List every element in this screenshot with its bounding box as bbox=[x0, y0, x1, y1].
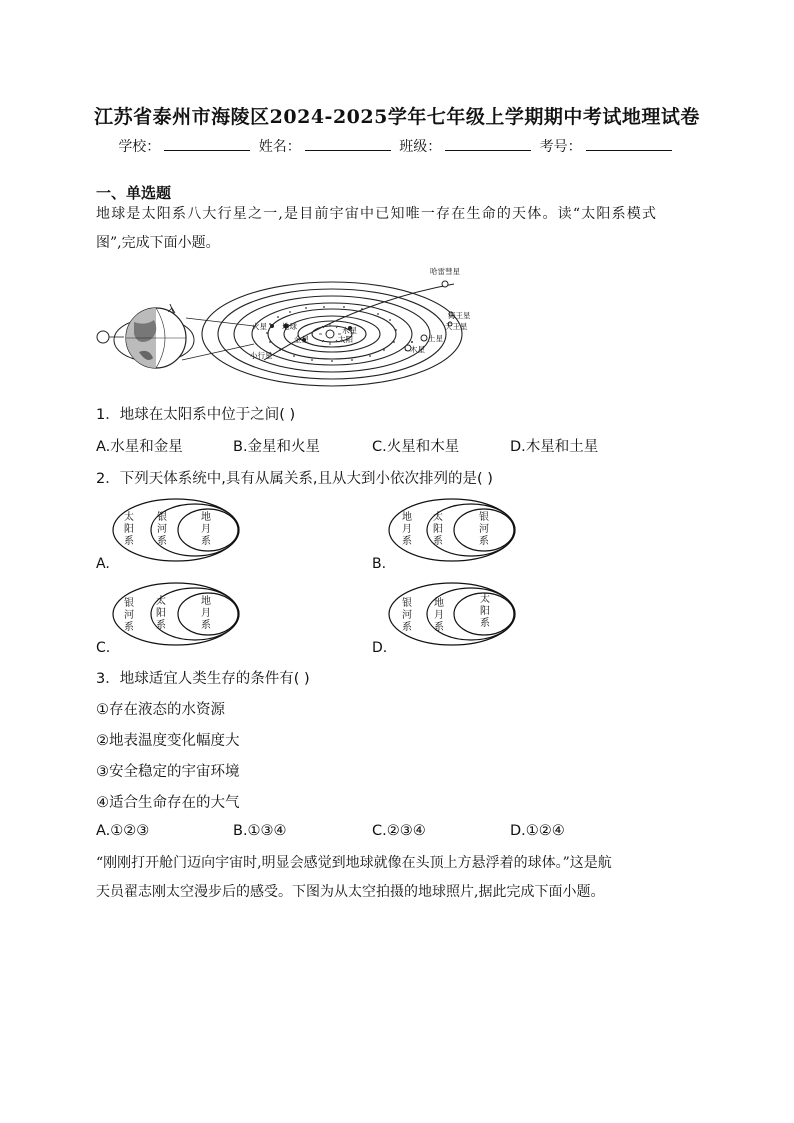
intro-paragraph-1 bbox=[96, 200, 702, 258]
q2-stem: 2．下列天体系统中,具有从属关系,且从大到小依次排列的是( ) bbox=[96, 471, 493, 487]
q2-diagram-d[interactable] bbox=[386, 580, 520, 648]
intro2-line1: “刚刚打开舱门迈向宇宙时,明显会感觉到地球就像在头顶上方悬浮着的球体。”这是航 bbox=[96, 855, 612, 871]
label-saturn: 土星 bbox=[428, 334, 443, 343]
number-label: 考号： bbox=[539, 139, 582, 155]
label-neptune: 海王星 bbox=[448, 311, 471, 320]
q3-item-1: ①存在液态的水资源 bbox=[96, 702, 225, 718]
q2c-outer-char1: 银 bbox=[124, 598, 134, 609]
label-comet: 哈雷彗星 bbox=[430, 267, 460, 276]
label-uranus: 天王星 bbox=[445, 322, 468, 331]
label-mars: 火星 bbox=[252, 322, 267, 331]
q2-diagram-b[interactable] bbox=[386, 496, 520, 564]
q2b-inner-char1: 银 bbox=[479, 512, 489, 523]
q2c-middle-char2: 阳 bbox=[156, 608, 166, 619]
q3-stem: 3．地球适宜人类生存的条件有( ) bbox=[96, 671, 310, 687]
saturn-marker bbox=[421, 335, 427, 341]
q2d-inner-char3: 系 bbox=[480, 618, 490, 629]
q2a-inner-char1: 地 bbox=[201, 512, 211, 523]
q2-option-d[interactable]: D. bbox=[372, 640, 388, 656]
label-earth: 地球 bbox=[282, 322, 297, 331]
q1-option-a[interactable]: A.水星和金星 bbox=[96, 439, 183, 455]
q3-item-4: ④适合生命存在的大气 bbox=[96, 795, 240, 811]
class-label: 班级： bbox=[399, 139, 442, 155]
q1-option-c[interactable]: C.火星和木星 bbox=[372, 439, 460, 455]
q2b-outer-char1: 地 bbox=[402, 512, 412, 523]
q1-stem: 1．地球在太阳系中位于之间( ) bbox=[96, 407, 296, 423]
intro2-line2: 天员翟志刚太空漫步后的感受。下图为从太空拍摄的地球照片,据此完成下面小题。 bbox=[96, 884, 605, 900]
q3-option-b[interactable]: B.①③④ bbox=[233, 823, 287, 839]
q2a-inner-char3: 系 bbox=[201, 536, 211, 547]
q3-option-c[interactable]: C.②③④ bbox=[372, 823, 426, 839]
q3-item-2: ②地表温度变化幅度大 bbox=[96, 733, 240, 749]
mars-marker bbox=[270, 324, 274, 328]
name-blank[interactable] bbox=[305, 136, 391, 151]
q2a-outer-char1: 太 bbox=[124, 512, 134, 523]
q2a-middle-char1: 银 bbox=[157, 512, 167, 523]
label-jupiter: 木星 bbox=[410, 345, 425, 354]
label-venus: 金星 bbox=[294, 335, 309, 344]
q2a-middle-char2: 河 bbox=[157, 524, 167, 535]
label-sun: 太阳 bbox=[338, 335, 353, 344]
q2b-inner-char2: 河 bbox=[479, 524, 489, 535]
q2b-middle-char2: 阳 bbox=[433, 524, 443, 535]
intro1-line2: 图”,完成下面小题。 bbox=[96, 235, 220, 251]
q2-option-c[interactable]: C. bbox=[96, 640, 111, 656]
moon-icon bbox=[97, 331, 109, 343]
exam-title: 江苏省泰州市海陵区2024-2025学年七年级上学期期中考试地理试卷 bbox=[94, 106, 700, 128]
student-info-line bbox=[0, 136, 794, 156]
q2-option-a[interactable]: A. bbox=[96, 556, 110, 572]
q2a-outer-char3: 系 bbox=[124, 536, 134, 547]
q2d-middle-char2: 月 bbox=[434, 610, 444, 621]
q2d-inner-char2: 阳 bbox=[480, 606, 490, 617]
name-label: 姓名： bbox=[258, 139, 301, 155]
comet-icon bbox=[442, 281, 448, 287]
q2c-inner-char2: 月 bbox=[201, 608, 211, 619]
school-blank[interactable] bbox=[164, 136, 250, 151]
number-blank[interactable] bbox=[586, 136, 672, 151]
q2d-middle-char1: 地 bbox=[434, 598, 444, 609]
q2a-outer-char2: 阳 bbox=[124, 524, 134, 535]
class-blank[interactable] bbox=[445, 136, 531, 151]
q2-option-b[interactable]: B. bbox=[372, 556, 387, 572]
q3-item-3: ③安全稳定的宇宙环境 bbox=[96, 764, 240, 780]
earth-globe-icon bbox=[114, 304, 194, 368]
q1-option-d[interactable]: D.木星和土星 bbox=[510, 439, 599, 455]
school-label: 学校： bbox=[118, 139, 161, 155]
q2c-outer-char3: 系 bbox=[124, 622, 134, 633]
q2-diagram-c[interactable] bbox=[110, 580, 244, 648]
q2d-middle-char3: 系 bbox=[434, 622, 444, 633]
q2c-middle-char3: 系 bbox=[156, 620, 166, 631]
section-heading: 一、单选题 bbox=[96, 184, 172, 202]
q2b-outer-char2: 月 bbox=[402, 524, 412, 535]
q2-diagram-a[interactable] bbox=[110, 496, 244, 564]
q2b-middle-char3: 系 bbox=[433, 536, 443, 547]
q1-option-b[interactable]: B.金星和火星 bbox=[233, 439, 321, 455]
q2a-inner-char2: 月 bbox=[201, 524, 211, 535]
label-asteroid: 小行星 bbox=[250, 351, 273, 360]
intro-paragraph-2 bbox=[96, 849, 702, 907]
intro1-line1: 地球是太阳系八大行星之一,是目前宇宙中已知唯一存在生命的天体。读“太阳系模式 bbox=[96, 206, 658, 222]
q2c-inner-char1: 地 bbox=[201, 596, 211, 607]
q2c-outer-char2: 河 bbox=[124, 610, 134, 621]
q2d-outer-char1: 银 bbox=[402, 598, 412, 609]
label-mercury: 水星 bbox=[342, 326, 357, 335]
q2b-inner-char3: 系 bbox=[479, 536, 489, 547]
q2a-middle-char3: 系 bbox=[157, 536, 167, 547]
q2d-outer-char2: 河 bbox=[402, 610, 412, 621]
q2c-inner-char3: 系 bbox=[201, 620, 211, 631]
q2c-middle-char1: 太 bbox=[156, 596, 166, 607]
q2d-inner-char1: 太 bbox=[480, 594, 490, 605]
solar-system-figure bbox=[94, 262, 474, 396]
q2b-middle-char1: 太 bbox=[433, 512, 443, 523]
q3-option-a[interactable]: A.①②③ bbox=[96, 823, 150, 839]
q2b-outer-char3: 系 bbox=[402, 536, 412, 547]
q3-option-d[interactable]: D.①②④ bbox=[510, 823, 565, 839]
q2d-outer-char3: 系 bbox=[402, 622, 412, 633]
